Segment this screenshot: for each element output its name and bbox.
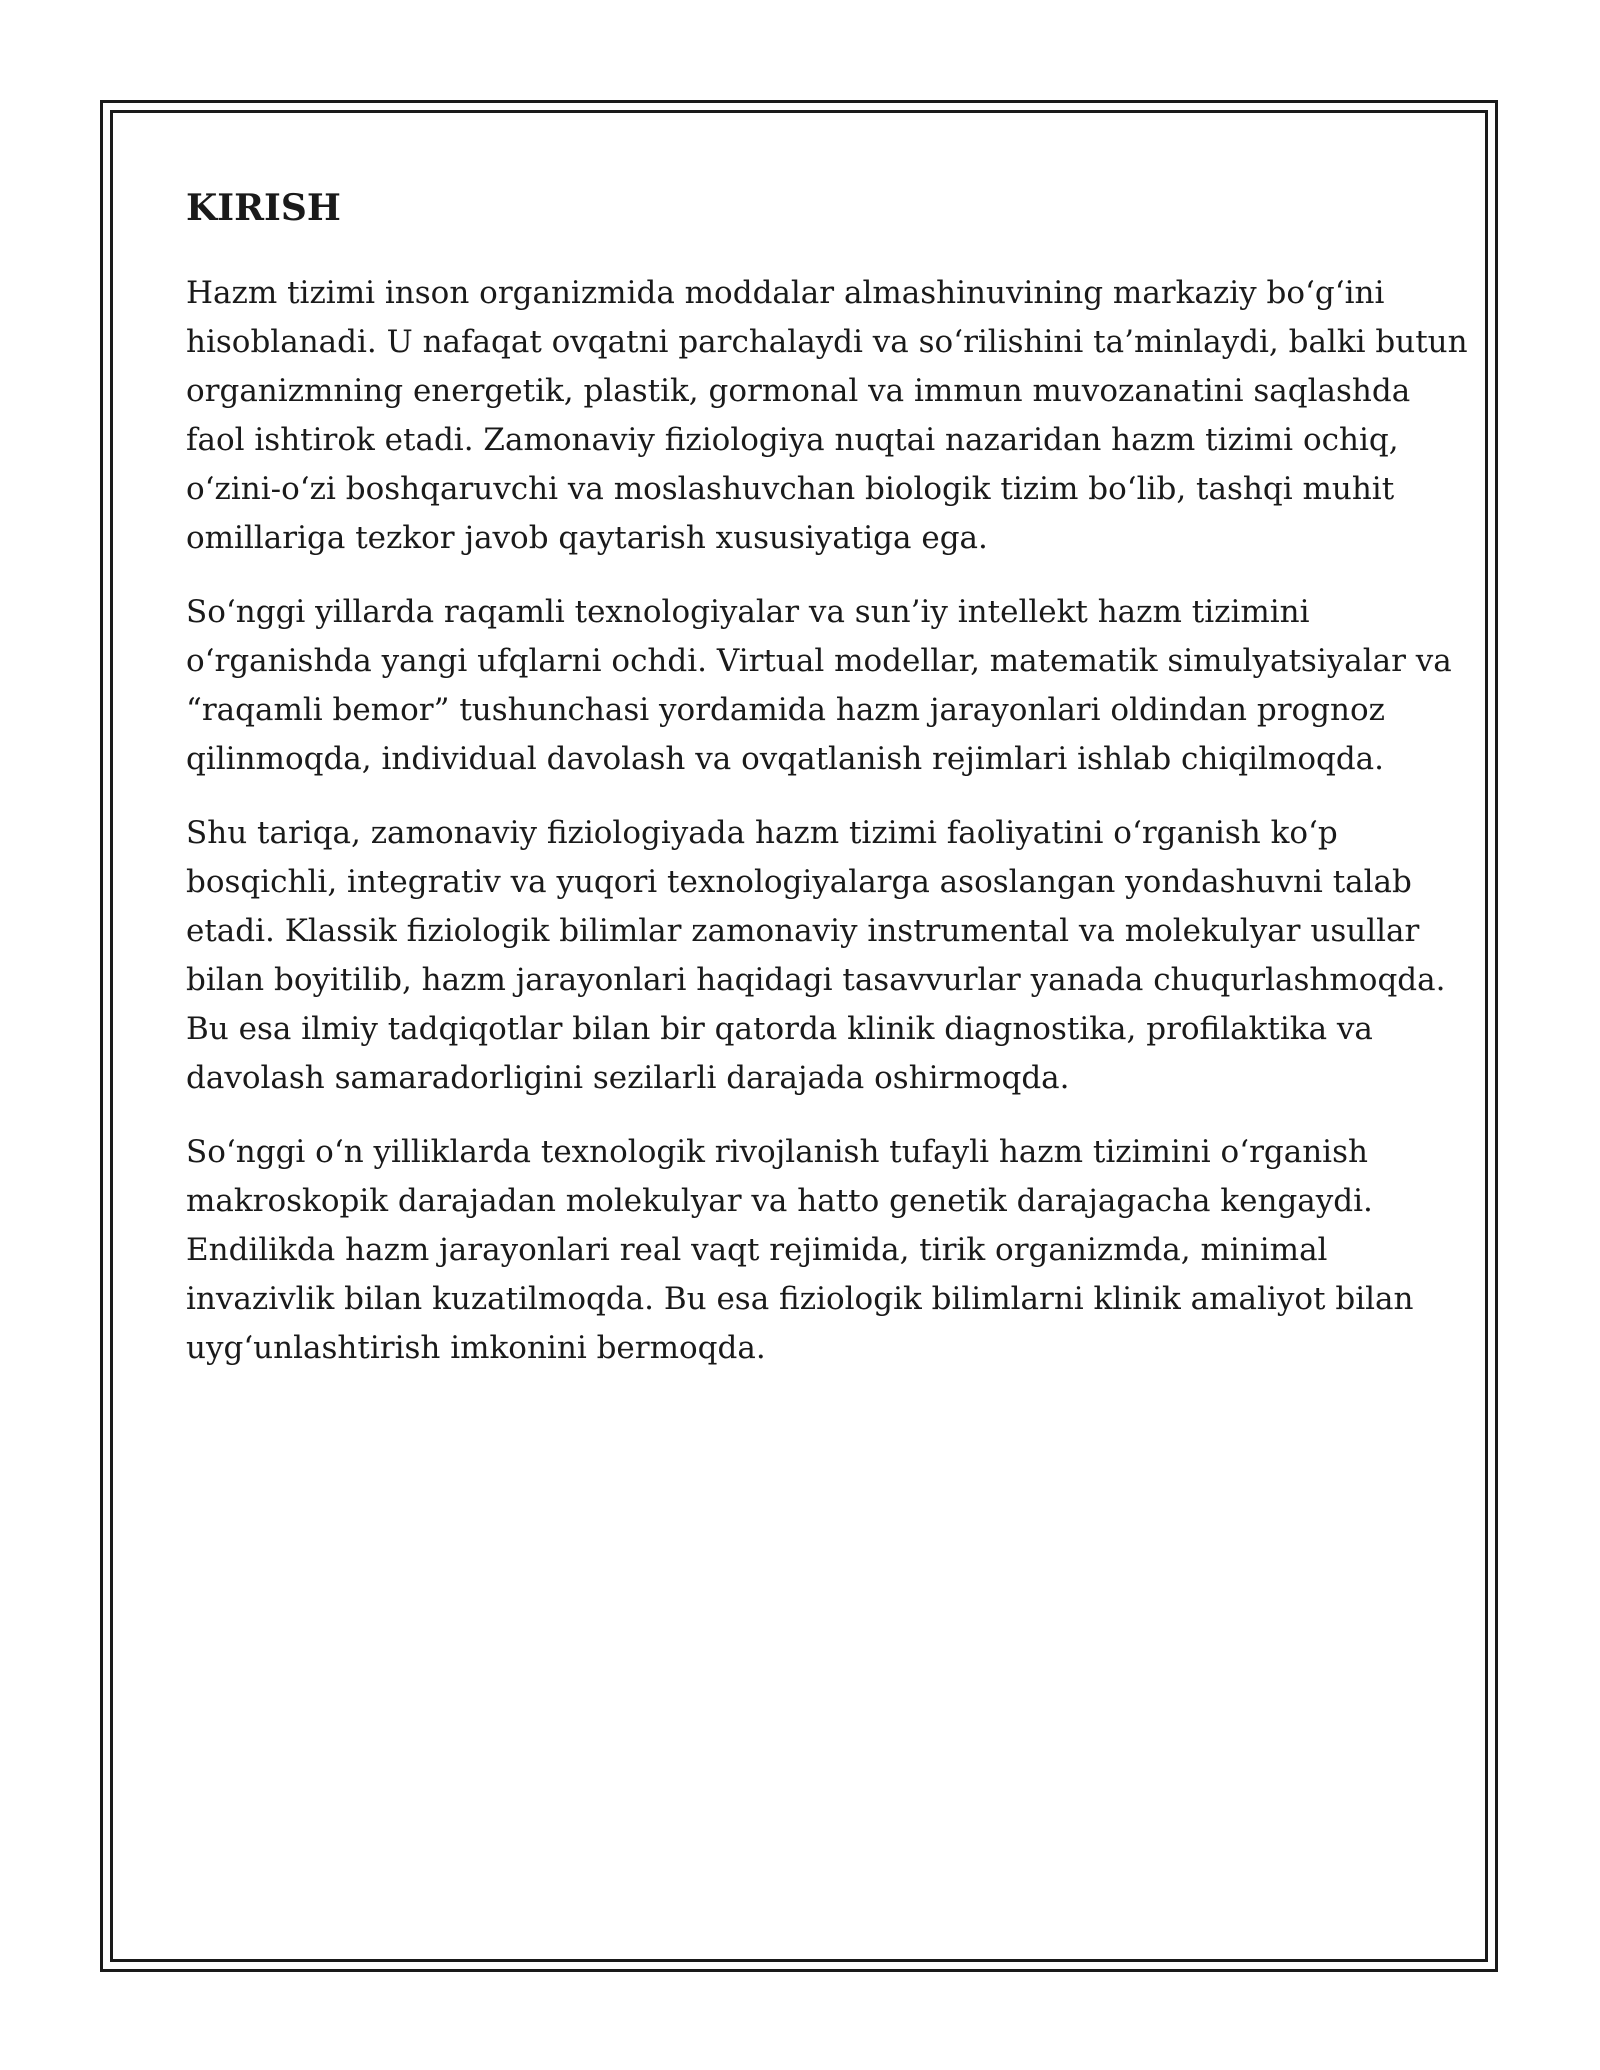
- text-line: qilinmoqda, individual davolash va ovqatlanish rejimlari ishlab chiqilmoqda.: [186, 741, 1385, 777]
- text-line: “raqamli bemor” tushunchasi yordamida hazm jarayonlari oldindan prognoz: [186, 692, 1385, 728]
- paragraph-2: [186, 588, 1452, 784]
- text-line: So‘nggi yillarda raqamli texnologiyalar va sun’iy intellekt hazm tizimini: [186, 594, 1310, 630]
- text-line: bosqichli, integrativ va yuqori texnologiyalarga asoslangan yondashuvni talab: [186, 864, 1412, 900]
- paragraph-3: [186, 809, 1446, 1103]
- text-line: bilan boyitilib, hazm jarayonlari haqidagi tasavvurlar yanada chuqurlashmoqda.: [186, 962, 1446, 998]
- document-body: [186, 183, 1468, 1398]
- text-line: So‘nggi o‘n yilliklarda texnologik rivojlanish tufayli hazm tizimini o‘rganish: [186, 1134, 1368, 1170]
- text-line: o‘zini-o‘zi boshqaruvchi va moslashuvchan biologik tizim bo‘lib, tashqi muhit: [186, 471, 1395, 507]
- text-line: makroskopik darajadan molekulyar va hatto genetik darajagacha kengaydi.: [186, 1183, 1373, 1219]
- section-heading: KIRISH: [186, 187, 341, 229]
- paragraph-4: [186, 1128, 1426, 1373]
- text-line: o‘rganishda yangi ufqlarni ochdi. Virtual modellar, matematik simulyatsiyalar va: [186, 643, 1452, 679]
- text-line: omillariga tezkor javob qaytarish xususiyatiga ega.: [186, 520, 988, 556]
- text-line: etadi. Klassik fiziologik bilimlar zamonaviy instrumental va molekulyar usullar: [186, 913, 1420, 949]
- paragraph-1: [186, 269, 1468, 563]
- text-line: davolash samaradorligini sezilarli darajada oshirmoqda.: [186, 1060, 1070, 1096]
- text-line: hisoblanadi. U nafaqat ovqatni parchalaydi va so‘rilishini ta’minlaydi, balki butun: [186, 324, 1468, 360]
- text-line: uyg‘unlashtirish imkonini bermoqda.: [186, 1330, 766, 1366]
- text-line: invazivlik bilan kuzatilmoqda. Bu esa fiziologik bilimlarni klinik amaliyot bilan: [186, 1281, 1414, 1317]
- text-line: Hazm tizimi inson organizmida moddalar almashinuvining markaziy bo‘g‘ini: [186, 275, 1385, 311]
- text-line: faol ishtirok etadi. Zamonaviy fiziologiya nuqtai nazaridan hazm tizimi ochiq,: [186, 422, 1399, 458]
- text-line: organizmning energetik, plastik, gormonal va immun muvozanatini saqlashda: [186, 373, 1411, 409]
- text-line: Endilikda hazm jarayonlari real vaqt rejimida, tirik organizmda, minimal: [186, 1232, 1328, 1268]
- text-line: Bu esa ilmiy tadqiqotlar bilan bir qatorda klinik diagnostika, profilaktika va: [186, 1011, 1373, 1047]
- text-line: Shu tariqa, zamonaviy fiziologiyada hazm tizimi faoliyatini o‘rganish ko‘p: [186, 815, 1338, 851]
